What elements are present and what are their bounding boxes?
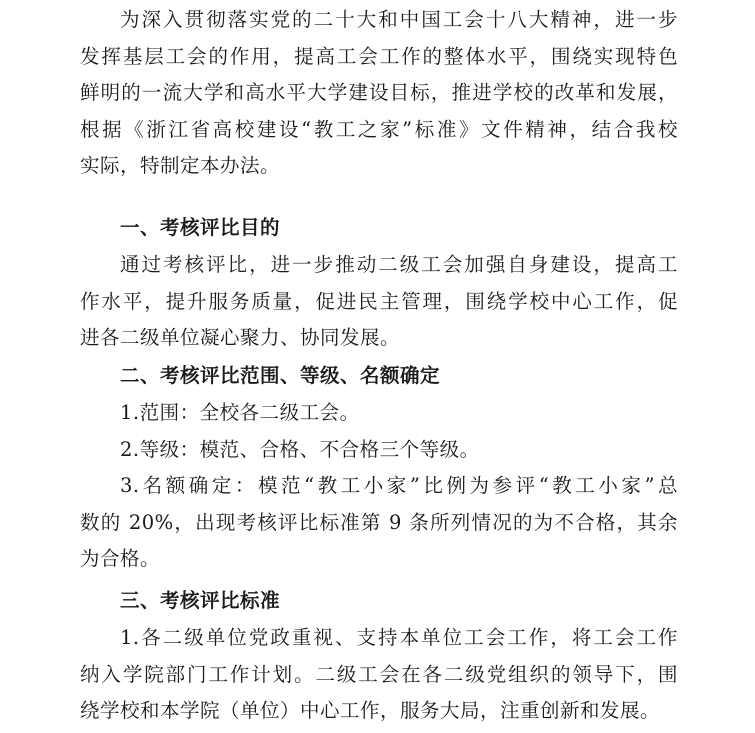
- intro-paragraph: [80, 2, 678, 185]
- section-2-item-3-line-3: 为合格。: [80, 547, 161, 570]
- section-1-paragraph: [80, 247, 678, 357]
- intro-line-2: 发挥基层工会的作用，提高工会工作的整体水平，围绕实现特色: [80, 44, 678, 68]
- section-2-item-3-line-1: 3.名额确定：模范“教工小家”比例为参评“教工小家”总: [120, 474, 678, 497]
- section-1-line-2: 作水平，提升服务质量，促进民主管理，围绕学校中心工作，促: [80, 289, 678, 313]
- intro-line-1: 为深入贯彻落实党的二十大和中国工会十八大精神，进一步: [120, 8, 678, 31]
- intro-line-3: 鲜明的一流大学和高水平大学建设目标，推进学校的改革和发展，: [80, 81, 678, 104]
- intro-line-4: 根据《浙江省高校建设“教工之家”标准》文件精神，结合我校: [80, 117, 678, 141]
- section-2-item-1: 1.范围：全校各二级工会。: [120, 401, 360, 424]
- section-3-item-1-line-3: 绕学校和本学院（单位）中心工作，服务大局，注重创新和发展。: [80, 699, 661, 722]
- section-2-item-3-line-2: 数的 20%，出现考核评比标准第 9 条所列情况的为不合格，其余: [80, 510, 678, 534]
- section-2-item-3: [80, 468, 678, 578]
- section-3-item-1-line-2: 纳入学院部门工作计划。二级工会在各二级党组织的领导下，围: [80, 662, 678, 686]
- section-1-heading: 一、考核评比目的: [120, 216, 281, 239]
- section-2-heading: 二、考核评比范围、等级、名额确定: [120, 364, 441, 387]
- section-1-line-1: 通过考核评比，进一步推动二级工会加强自身建设，提高工: [120, 253, 678, 276]
- section-3-heading: 三、考核评比标准: [120, 589, 281, 612]
- section-1-line-3: 进各二级单位凝心聚力、协同发展。: [80, 326, 401, 349]
- section-3-item-1-line-1: 1.各二级单位党政重视、支持本单位工会工作，将工会工作: [120, 626, 678, 649]
- intro-line-5: 实际，特制定本办法。: [80, 154, 281, 177]
- section-2-item-2: 2.等级：模范、合格、不合格三个等级。: [120, 438, 480, 461]
- section-3-item-1: [80, 620, 678, 730]
